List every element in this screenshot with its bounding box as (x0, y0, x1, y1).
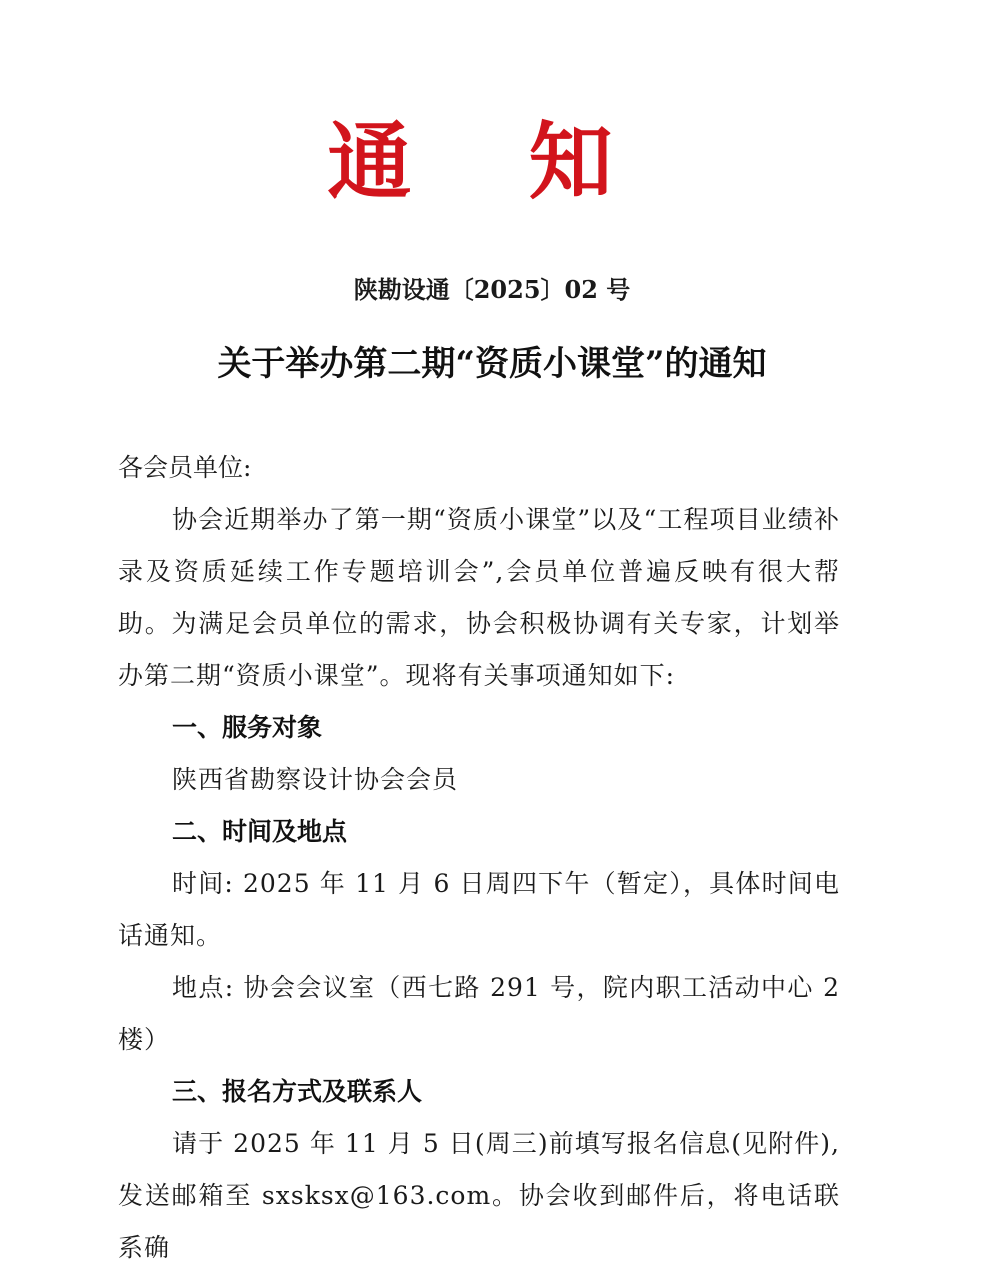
salutation: 各会员单位: (118, 453, 252, 482)
section-heading-time-place: 二、时间及地点 (172, 817, 348, 846)
intro-paragraph: 协会近期举办了第一期“资质小课堂”以及“工程项目业绩补录及资质延续工作专题培训会”,会员单位普遍反映有很大帮助。为满足会员单位的需求，协会积极协调有关专家，计划举办第二期“资质小课堂”。现将有关事项通知如下: (118, 505, 840, 690)
registration-text: 请于 2025 年 11 月 5 日(周三)前填写报名信息(见附件),发送邮箱至 sxsksx@163.com。协会收到邮件后，将电话联系确 (118, 1129, 840, 1262)
document-body (118, 442, 840, 1274)
service-target-text: 陕西省勘察设计协会会员 (172, 765, 459, 794)
notice-banner-title: 通 知 (327, 112, 657, 211)
time-text: 时间: 2025 年 11 月 6 日周四下午（暂定），具体时间电话通知。 (118, 869, 840, 950)
document-title: 关于举办第二期“资质小课堂”的通知 (217, 344, 767, 384)
section-heading-registration: 三、报名方式及联系人 (172, 1077, 423, 1106)
place-text: 地点: 协会会议室（西七路 291 号，院内职工活动中心 2 楼） (118, 973, 840, 1054)
section-heading-service-target: 一、服务对象 (172, 713, 323, 742)
document-number: 陕勘设通〔2025〕02 号 (353, 275, 631, 304)
